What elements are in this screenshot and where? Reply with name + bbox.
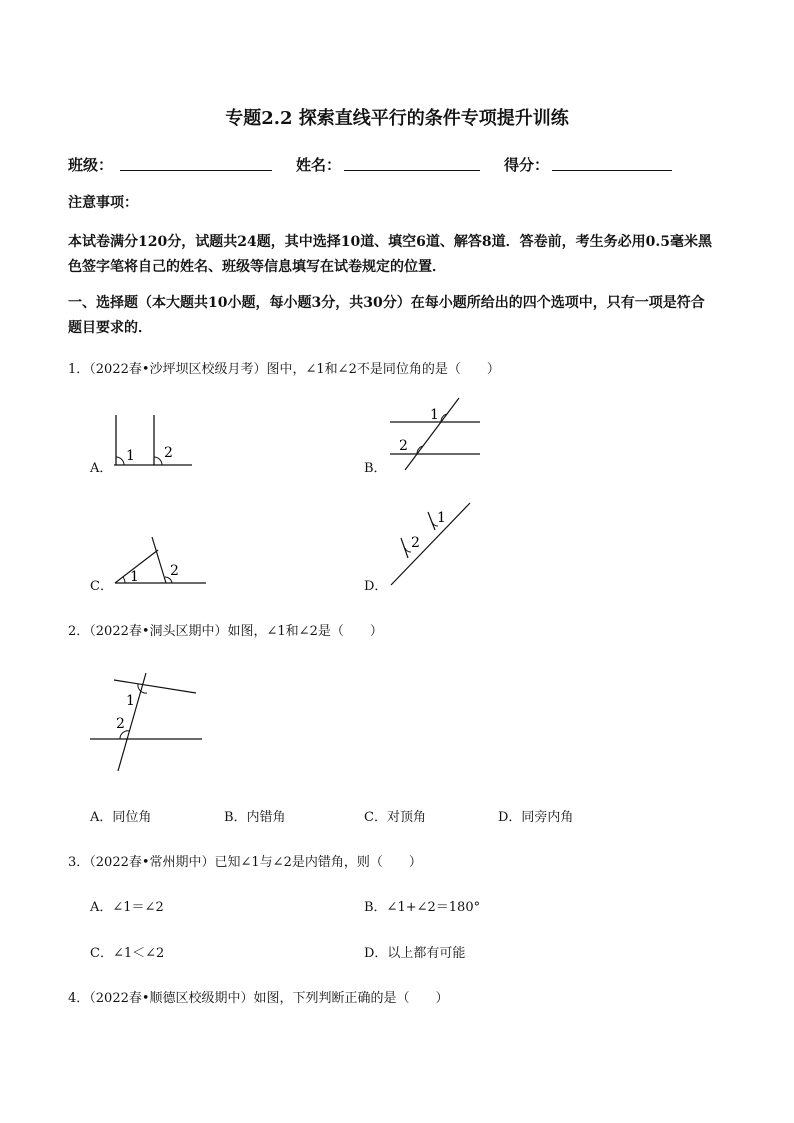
- q1-option-d-figure: [385, 500, 475, 590]
- q3-option-d[interactable]: D．以上都有可能: [364, 946, 466, 961]
- q1-option-a-figure: [100, 405, 210, 475]
- question-4-stem: 4．（2022春•顺德区校级期中）如图，下列判断正确的是（ ）: [68, 991, 449, 1006]
- question-2-stem: 2．（2022春•洞头区期中）如图，∠1和∠2是（ ）: [68, 624, 383, 639]
- question-1-stem: 1．（2022春•沙坪坝区校级月考）图中，∠1和∠2不是同位角的是（ ）: [68, 362, 500, 377]
- score-label: 得分：: [504, 156, 550, 174]
- section1-heading-line-1: 一、选择题（本大题共10小题，每小题3分，共30分）在每小题所给出的四个选项中，只有一项是符合: [68, 295, 705, 311]
- q1-option-b-label[interactable]: B．: [364, 461, 387, 476]
- q1b-angle-2-label: 2: [399, 438, 408, 454]
- q2-option-a[interactable]: A．同位角: [90, 810, 152, 825]
- name-label: 姓名：: [296, 156, 342, 174]
- q1b-angle-1-label: 1: [430, 407, 439, 423]
- class-label: 班级：: [68, 156, 114, 174]
- score-blank-line: [552, 170, 672, 171]
- q1c-angle-2-label: 2: [170, 563, 179, 579]
- q2-angle-1-label: 1: [126, 693, 135, 709]
- notice-line-1: 本试卷满分120分，试题共24题，其中选择10道、填空6道、解答8道．答卷前，考生务必用0.5毫米黑: [68, 234, 713, 250]
- q1d-angle-2-label: 2: [411, 535, 420, 551]
- q3-option-a[interactable]: A．∠1＝∠2: [90, 900, 164, 915]
- class-blank-line: [120, 170, 272, 171]
- section1-heading-line-2: 题目要求的．: [68, 320, 152, 336]
- q1-option-c-label[interactable]: C．: [90, 579, 113, 594]
- q1a-angle-2-label: 2: [164, 445, 173, 461]
- q3-option-b[interactable]: B．∠1+∠2＝180°: [364, 900, 481, 915]
- question-3-stem: 3．（2022春•常州期中）已知∠1与∠2是内错角，则（ ）: [68, 855, 422, 870]
- q2-angle-2-label: 2: [116, 716, 125, 732]
- question-2-figure: [88, 665, 208, 775]
- q2-option-b[interactable]: B．内错角: [224, 810, 286, 825]
- q1c-angle-1-label: 1: [130, 569, 139, 585]
- q1d-angle-1-label: 1: [437, 510, 446, 526]
- q1-option-d-label[interactable]: D．: [364, 579, 388, 594]
- q1-option-b-figure: [385, 392, 485, 472]
- q2-option-d[interactable]: D．同旁内角: [498, 810, 574, 825]
- q3-option-c[interactable]: C．∠1＜∠2: [90, 946, 165, 961]
- q1-option-c-figure: [110, 535, 210, 590]
- name-blank-line: [344, 170, 480, 171]
- q1a-angle-1-label: 1: [126, 448, 135, 464]
- q2-option-c[interactable]: C．对顶角: [364, 810, 426, 825]
- notice-heading: 注意事项：: [68, 195, 138, 211]
- notice-line-2: 色签字笔将自己的姓名、班级等信息填写在试卷规定的位置．: [68, 259, 446, 275]
- page-title: 专题2.2 探索直线平行的条件专项提升训练: [225, 108, 569, 129]
- q1-option-a-label[interactable]: A．: [90, 461, 113, 476]
